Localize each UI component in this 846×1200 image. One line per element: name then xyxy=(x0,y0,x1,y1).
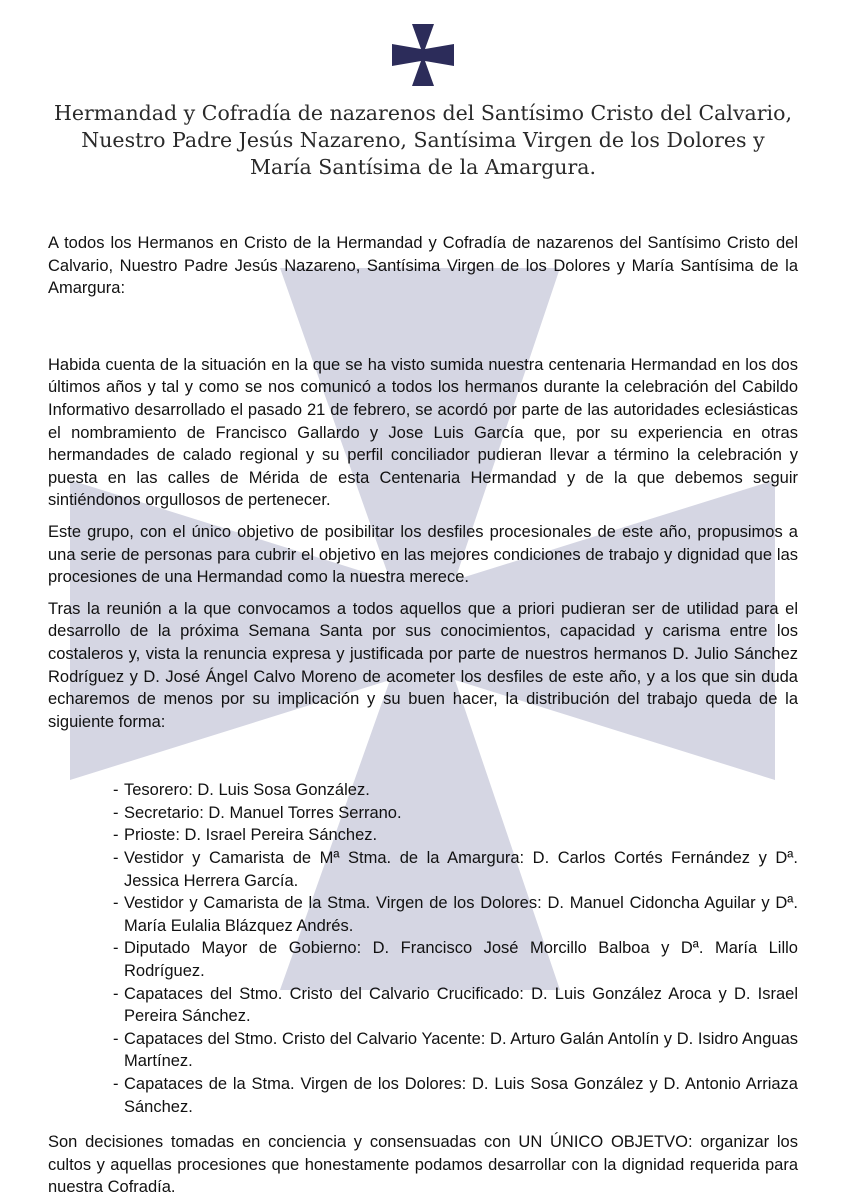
closing-paragraph: Son decisiones tomadas en conciencia y consensuadas con UN ÚNICO OBJETVO: organizar los cultos y aquellas procesiones que honestamente podamos desarrollar con la dignidad requerida para nuestra Cofradía. xyxy=(48,1133,798,1197)
list-item-text: Capataces del Stmo. Cristo del Calvario Crucificado: D. Luis González Aroca y D. Israel Pereira Sánchez. xyxy=(124,984,798,1026)
list-bullet: - xyxy=(113,781,119,800)
brotherhood-title xyxy=(40,100,806,181)
list-bullet: - xyxy=(113,939,119,958)
list-item xyxy=(48,779,798,802)
salutation: A todos los Hermanos en Cristo de la Hermandad y Cofradía de nazarenos del Santísimo Cristo del Calvario, Nuestro Padre Jesús Nazareno, Santísima Virgen de los Dolores y María Santísima de la Amargura: xyxy=(48,234,798,298)
list-item-text: Prioste: D. Israel Pereira Sánchez. xyxy=(124,826,378,845)
maltese-cross-icon xyxy=(390,22,456,88)
list-item xyxy=(48,802,798,825)
list-item xyxy=(48,1028,798,1073)
list-bullet: - xyxy=(113,894,119,913)
list-item-text: Tesorero: D. Luis Sosa González. xyxy=(124,781,370,800)
title-line: Nuestro Padre Jesús Nazareno, Santísima Virgen de los Dolores y xyxy=(81,128,765,152)
list-bullet: - xyxy=(113,803,119,822)
list-item-text: Secretario: D. Manuel Torres Serrano. xyxy=(124,803,402,822)
title-line: Hermandad y Cofradía de nazarenos del Santísimo Cristo del Calvario, xyxy=(54,101,792,125)
list-bullet: - xyxy=(113,984,119,1003)
list-item xyxy=(48,892,798,937)
paragraph: Habida cuenta de la situación en la que se ha visto sumida nuestra centenaria Hermandad en los dos últimos años y tal y como se nos comunicó a todos los hermanos durante la celebración del Cabildo Informativo desarrollado el pasado 21 de febrero, se acordó por parte de las autoridades eclesiásticas el nombramiento de Francisco Gallardo y Jose Luis García que, por su experiencia en otras hermandades de calado regional y su perfil conciliador pudieran llevar a término la celebración y puesta en las calles de Mérida de esta Centenaria Hermandad y de la que debemos seguir sintiéndonos orgullosos de pertenecer. xyxy=(48,355,798,510)
list-bullet: - xyxy=(113,826,119,845)
list-item xyxy=(48,1073,798,1118)
title-line: María Santísima de la Amargura. xyxy=(249,155,597,179)
list-item-text: Capataces del Stmo. Cristo del Calvario Yacente: D. Arturo Galán Antolín y D. Isidro Anguas Martínez. xyxy=(124,1029,798,1071)
paragraph: Este grupo, con el único objetivo de posibilitar los desfiles procesionales de este año, propusimos a una serie de personas para cubrir el objetivo en las mejores condiciones de trabajo y dignidad que las procesiones de una Hermandad como la nuestra merece. xyxy=(48,522,798,587)
list-item-text: Vestidor y Camarista de la Stma. Virgen de los Dolores: D. Manuel Cidoncha Aguilar y Dª. María Eulalia Blázquez Andrés. xyxy=(124,894,798,935)
list-item xyxy=(48,937,798,982)
list-bullet: - xyxy=(113,1029,119,1048)
positions-list xyxy=(48,779,798,1118)
list-bullet: - xyxy=(113,849,119,868)
letter-body xyxy=(48,232,798,1199)
list-item xyxy=(48,847,798,892)
list-item xyxy=(48,983,798,1028)
list-item-text: Capataces de la Stma. Virgen de los Dolores: D. Luis Sosa González y D. Antonio Arriaza Sánchez. xyxy=(124,1075,798,1116)
list-bullet: - xyxy=(113,1075,119,1093)
list-item xyxy=(48,824,798,847)
list-item-text: Vestidor y Camarista de Mª Stma. de la Amargura: D. Carlos Cortés Fernández y Dª. Jessica Herrera García. xyxy=(124,849,798,890)
list-item-text: Diputado Mayor de Gobierno: D. Francisco José Morcillo Balboa y Dª. María Lillo Rodríguez. xyxy=(124,939,798,981)
paragraph: Tras la reunión a la que convocamos a todos aquellos que a priori pudieran ser de utilidad para el desarrollo de la próxima Semana Santa por sus conocimientos, capacidad y carisma entre los costaleros y, vista la renuncia expresa y justificada por parte de nuestros hermanos D. Julio Sánchez Rodríguez y D. José Ángel Calvo Moreno de acometer los desfiles de este año, y a los que sin duda echaremos de menos por su implicación y su buen hacer, la distribución del trabajo queda de la siguiente forma: xyxy=(48,599,798,731)
